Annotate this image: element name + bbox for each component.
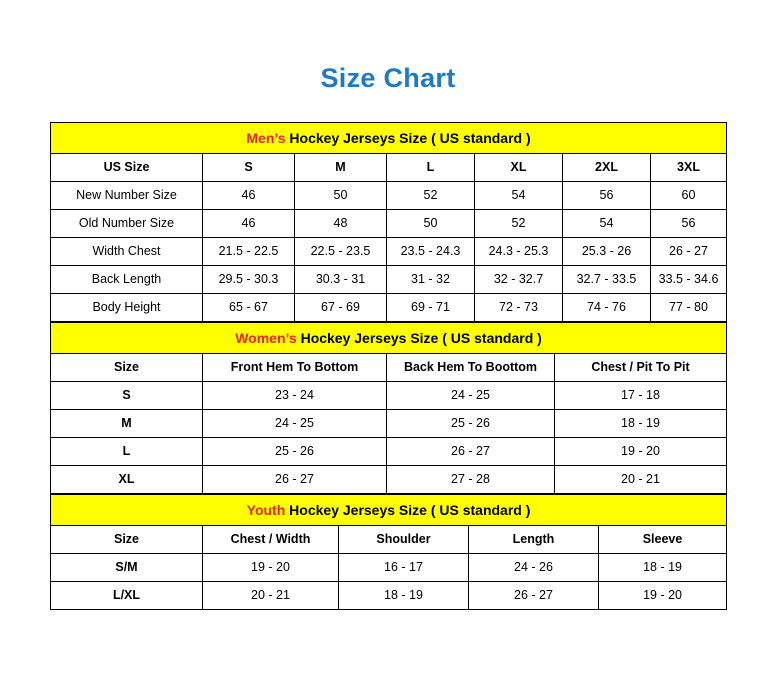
row-label: Body Height	[51, 293, 203, 321]
cell: 52	[475, 209, 563, 237]
cell: 26 - 27	[469, 581, 599, 609]
page-title: Size Chart	[320, 63, 456, 93]
cell: 21.5 - 22.5	[203, 237, 295, 265]
cell: 26 - 27	[203, 465, 387, 493]
table-row	[51, 409, 727, 437]
table-row	[51, 181, 727, 209]
mens-column-header-row	[51, 153, 727, 181]
youth-col-header: Sleeve	[599, 525, 727, 553]
mens-col-header: S	[203, 153, 295, 181]
cell: 74 - 76	[563, 293, 651, 321]
youth-column-header-row	[51, 525, 727, 553]
cell: 33.5 - 34.6	[651, 265, 727, 293]
cell: 18 - 19	[555, 409, 727, 437]
youth-col-header: Length	[469, 525, 599, 553]
womens-section-title-accent: Women’s	[235, 329, 297, 346]
cell: 19 - 20	[555, 437, 727, 465]
table-row	[51, 293, 727, 321]
cell: 24 - 25	[387, 381, 555, 409]
row-label: XL	[51, 465, 203, 493]
cell: 18 - 19	[339, 581, 469, 609]
mens-col-header: US Size	[51, 153, 203, 181]
cell: 22.5 - 23.5	[295, 237, 387, 265]
row-label: Back Length	[51, 265, 203, 293]
table-row	[51, 437, 727, 465]
womens-col-header: Size	[51, 353, 203, 381]
cell: 23 - 24	[203, 381, 387, 409]
mens-section-header-row	[51, 122, 727, 153]
cell: 27 - 28	[387, 465, 555, 493]
cell: 50	[387, 209, 475, 237]
youth-section-title	[51, 494, 727, 525]
cell: 29.5 - 30.3	[203, 265, 295, 293]
womens-col-header: Back Hem To Boottom	[387, 353, 555, 381]
mens-col-header: 3XL	[651, 153, 727, 181]
youth-size-table	[50, 494, 727, 610]
womens-section-header-row	[51, 322, 727, 353]
row-label: S	[51, 381, 203, 409]
cell: 56	[651, 209, 727, 237]
mens-section-title-accent: Men’s	[246, 129, 286, 146]
row-label: New Number Size	[51, 181, 203, 209]
table-row	[51, 209, 727, 237]
row-label: S/M	[51, 553, 203, 581]
cell: 20 - 21	[203, 581, 339, 609]
cell: 17 - 18	[555, 381, 727, 409]
youth-section-title-accent: Youth	[246, 501, 286, 518]
cell: 69 - 71	[387, 293, 475, 321]
youth-col-header: Shoulder	[339, 525, 469, 553]
cell: 19 - 20	[599, 581, 727, 609]
row-label: L/XL	[51, 581, 203, 609]
womens-col-header: Front Hem To Bottom	[203, 353, 387, 381]
cell: 67 - 69	[295, 293, 387, 321]
cell: 23.5 - 24.3	[387, 237, 475, 265]
mens-section-title	[51, 122, 727, 153]
cell: 25.3 - 26	[563, 237, 651, 265]
cell: 50	[295, 181, 387, 209]
cell: 56	[563, 181, 651, 209]
cell: 52	[387, 181, 475, 209]
table-row	[51, 237, 727, 265]
table-row	[51, 381, 727, 409]
womens-size-table	[50, 322, 727, 494]
cell: 30.3 - 31	[295, 265, 387, 293]
cell: 18 - 19	[599, 553, 727, 581]
cell: 24 - 26	[469, 553, 599, 581]
womens-section-title	[51, 322, 727, 353]
cell: 60	[651, 181, 727, 209]
cell: 48	[295, 209, 387, 237]
youth-col-header: Chest / Width	[203, 525, 339, 553]
size-tables	[50, 94, 726, 610]
cell: 24.3 - 25.3	[475, 237, 563, 265]
cell: 65 - 67	[203, 293, 295, 321]
cell: 72 - 73	[475, 293, 563, 321]
cell: 20 - 21	[555, 465, 727, 493]
cell: 46	[203, 209, 295, 237]
row-label: L	[51, 437, 203, 465]
cell: 25 - 26	[203, 437, 387, 465]
cell: 46	[203, 181, 295, 209]
mens-section-title-rest: Hockey Jerseys Size ( US standard )	[285, 129, 531, 146]
cell: 54	[563, 209, 651, 237]
cell: 24 - 25	[203, 409, 387, 437]
cell: 26 - 27	[387, 437, 555, 465]
table-row	[51, 265, 727, 293]
cell: 32 - 32.7	[475, 265, 563, 293]
table-row	[51, 465, 727, 493]
cell: 16 - 17	[339, 553, 469, 581]
womens-section-title-rest: Hockey Jerseys Size ( US standard )	[296, 329, 542, 346]
table-row	[51, 581, 727, 609]
womens-column-header-row	[51, 353, 727, 381]
youth-col-header: Size	[51, 525, 203, 553]
youth-section-title-rest: Hockey Jerseys Size ( US standard )	[285, 501, 531, 518]
mens-col-header: XL	[475, 153, 563, 181]
row-label: Width Chest	[51, 237, 203, 265]
mens-col-header: L	[387, 153, 475, 181]
cell: 31 - 32	[387, 265, 475, 293]
cell: 19 - 20	[203, 553, 339, 581]
cell: 32.7 - 33.5	[563, 265, 651, 293]
table-row	[51, 553, 727, 581]
row-label: Old Number Size	[51, 209, 203, 237]
youth-section-header-row	[51, 494, 727, 525]
mens-col-header: 2XL	[563, 153, 651, 181]
mens-col-header: M	[295, 153, 387, 181]
cell: 54	[475, 181, 563, 209]
cell: 25 - 26	[387, 409, 555, 437]
womens-col-header: Chest / Pit To Pit	[555, 353, 727, 381]
cell: 77 - 80	[651, 293, 727, 321]
cell: 26 - 27	[651, 237, 727, 265]
row-label: M	[51, 409, 203, 437]
mens-size-table	[50, 122, 727, 322]
